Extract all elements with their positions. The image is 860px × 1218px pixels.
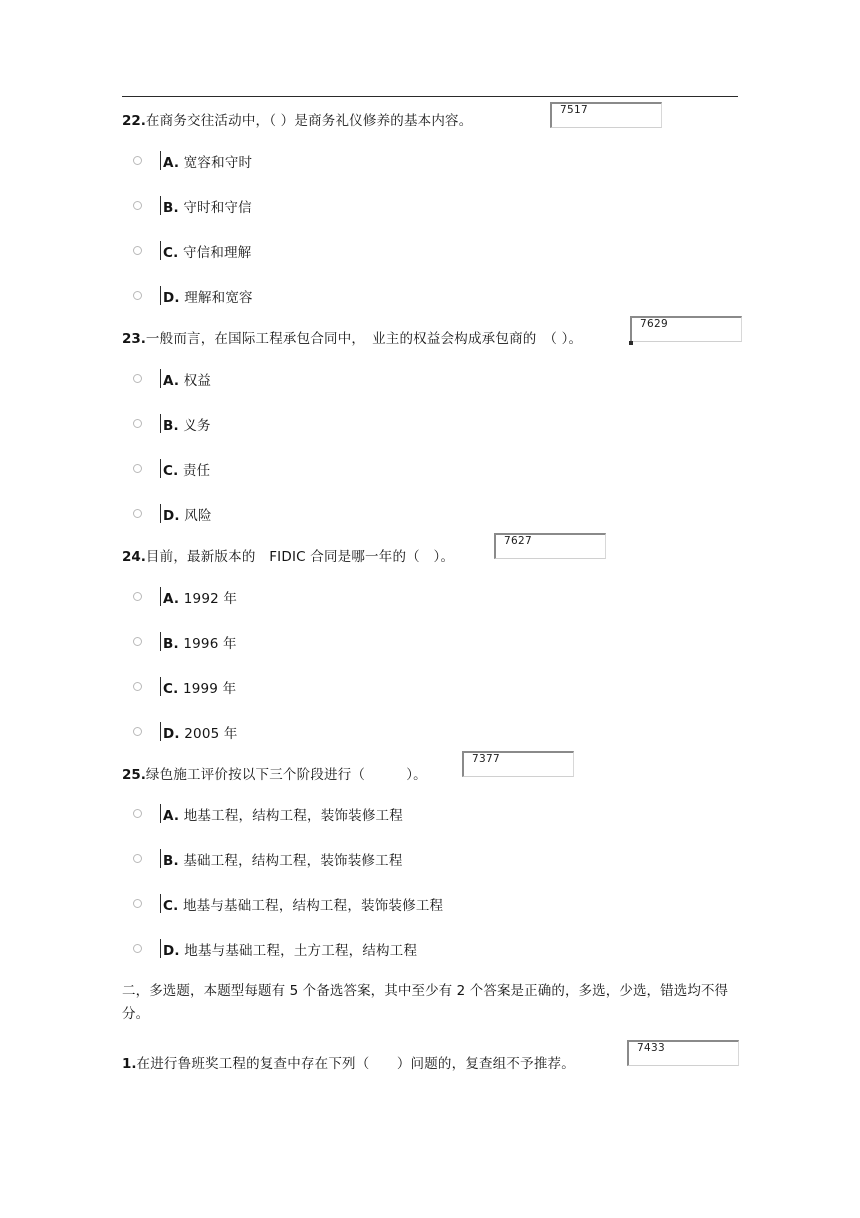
question-number: 1. [122,1056,137,1072]
question-block-24 [122,535,740,769]
question-text: 在进行鲁班奖工程的复查中存在下列（ ）问题的，复查组不予推荐。 [136,1056,575,1072]
option-label: A. 地基工程，结构工程，装饰装修工程 [163,808,403,824]
header-divider [122,96,738,97]
option-row-22-c[interactable] [122,243,740,288]
text-caret [160,414,161,433]
radio-button-icon[interactable] [133,201,142,210]
option-label: A. 宽容和守时 [163,155,253,171]
radio-button-icon[interactable] [133,944,142,953]
radio-button-icon[interactable] [133,291,142,300]
options-25 [122,806,740,986]
option-row-25-c[interactable] [122,896,740,941]
text-caret [160,722,161,741]
question-code-value: 7627 [504,535,532,547]
option-row-23-b[interactable] [122,416,740,461]
radio-button-icon[interactable] [133,592,142,601]
radio-button-icon[interactable] [133,509,142,518]
text-caret [160,804,161,823]
text-caret [160,939,161,958]
options-24 [122,589,740,769]
text-caret [160,677,161,696]
question-text: 绿色施工评价按以下三个阶段进行（ ）。 [145,767,427,783]
option-row-23-a[interactable] [122,371,740,416]
question-block-s2-1 [122,1042,740,1074]
radio-button-icon[interactable] [133,637,142,646]
text-caret [160,196,161,215]
option-label: D. 理解和宽容 [163,290,253,306]
option-row-23-d[interactable] [122,506,740,551]
question-code-box-23[interactable] [630,316,742,342]
question-number: 24. [122,549,146,565]
option-row-24-a[interactable] [122,589,740,634]
radio-button-icon[interactable] [133,682,142,691]
text-caret [160,369,161,388]
radio-button-icon[interactable] [133,809,142,818]
option-row-25-b[interactable] [122,851,740,896]
text-caret [160,151,161,170]
option-label: D. 2005 年 [163,726,238,742]
option-label: B. 守时和守信 [163,200,252,216]
text-caret [160,241,161,260]
question-code-box-s2-1[interactable] [627,1040,739,1066]
question-code-value: 7629 [640,318,668,330]
question-code-box-25[interactable] [462,751,574,777]
question-number: 22. [122,113,146,129]
option-row-25-d[interactable] [122,941,740,986]
options-22 [122,153,740,333]
question-text: 在商务交往活动中，（ ）是商务礼仪修养的基本内容。 [145,113,473,129]
text-caret [160,849,161,868]
radio-button-icon[interactable] [133,419,142,428]
radio-button-icon[interactable] [133,727,142,736]
option-label: D. 风险 [163,508,212,524]
text-caret [160,504,161,523]
text-caret [160,286,161,305]
option-row-24-c[interactable] [122,679,740,724]
option-label: C. 地基与基础工程，结构工程，装饰装修工程 [163,898,444,914]
text-caret [160,587,161,606]
option-row-23-c[interactable] [122,461,740,506]
radio-button-icon[interactable] [133,374,142,383]
options-23 [122,371,740,551]
text-caret [160,894,161,913]
section-two-instruction: 二，多选题，本题型每题有 5 个备选答案，其中至少有 2 个答案是正确的，多选，少选，错选均不得分。 [122,983,729,1022]
page-content [122,96,740,1074]
question-block-25 [122,753,740,986]
question-text: 目前，最新版本的 FIDIC 合同是哪一年的（ ）。 [145,549,455,565]
question-number: 23. [122,331,146,347]
question-number: 25. [122,767,146,783]
option-label: C. 责任 [163,463,211,479]
option-row-25-a[interactable] [122,806,740,851]
option-label: A. 1992 年 [163,591,238,607]
text-caret [160,632,161,651]
question-code-value: 7433 [637,1042,665,1054]
question-stem-25 [122,765,740,785]
question-block-23 [122,318,740,551]
option-row-22-b[interactable] [122,198,740,243]
text-caret [160,459,161,478]
radio-button-icon[interactable] [133,156,142,165]
radio-button-icon[interactable] [133,854,142,863]
radio-button-icon[interactable] [133,464,142,473]
radio-button-icon[interactable] [133,899,142,908]
question-stem-24 [122,547,740,567]
option-label: B. 基础工程，结构工程，装饰装修工程 [163,853,403,869]
option-label: A. 权益 [163,373,212,389]
question-block-22 [122,104,740,333]
option-label: D. 地基与基础工程，土方工程，结构工程 [163,943,418,959]
option-row-24-b[interactable] [122,634,740,679]
option-row-24-d[interactable] [122,724,740,769]
question-code-box-22[interactable] [550,102,662,128]
option-label: C. 守信和理解 [163,245,252,261]
option-label: C. 1999 年 [163,681,237,697]
radio-button-icon[interactable] [133,246,142,255]
option-label: B. 1996 年 [163,636,237,652]
question-code-value: 7517 [560,104,588,116]
question-text: 一般而言，在国际工程承包合同中， 业主的权益会构成承包商的 （ ）。 [145,331,583,347]
option-label: B. 义务 [163,418,211,434]
question-code-box-24[interactable] [494,533,606,559]
option-row-22-a[interactable] [122,153,740,198]
question-code-value: 7377 [472,753,500,765]
